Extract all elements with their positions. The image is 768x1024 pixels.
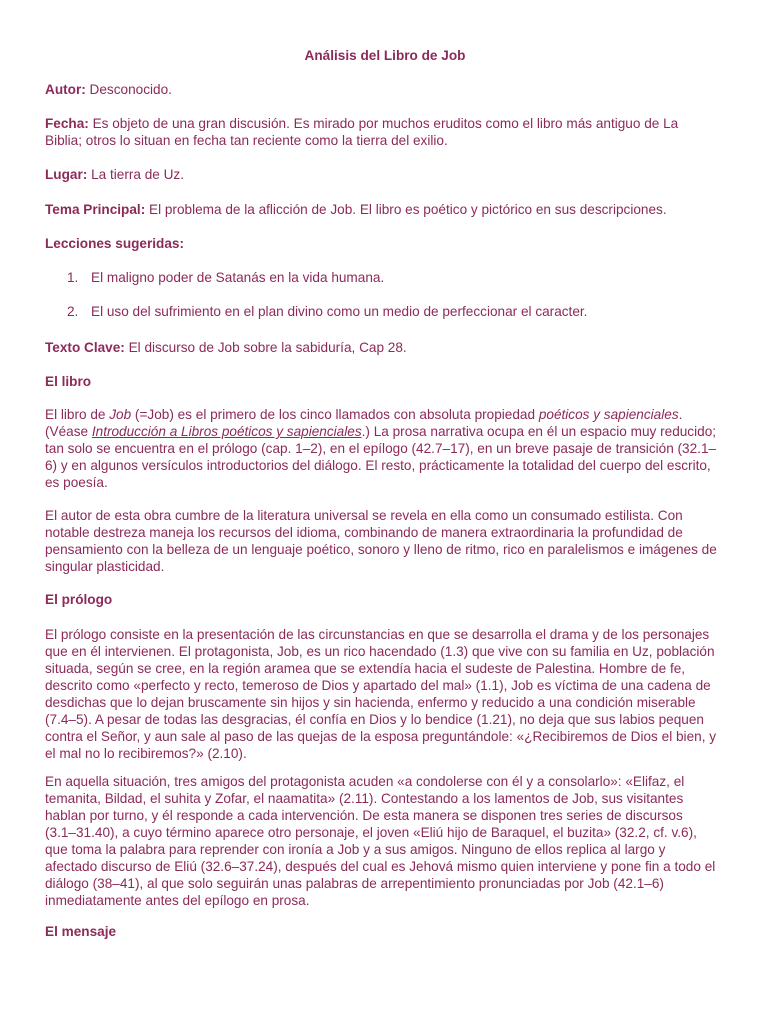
autor-line: [45, 81, 717, 98]
el-libro-paragraph-1: [45, 406, 717, 491]
text-run: (=Job) es el primero de los cinco llamados con absoluta propiedad: [131, 407, 539, 422]
fecha-label: Fecha:: [45, 116, 89, 131]
lugar-label: Lugar:: [45, 167, 88, 182]
texto-clave-line: [45, 339, 717, 356]
fecha-paragraph: [45, 115, 717, 149]
mensaje-heading: El mensaje: [45, 924, 117, 939]
emphasis-text: Job: [109, 407, 132, 422]
el-libro-heading: El libro: [45, 374, 92, 389]
lugar-value: La tierra de Uz.: [87, 167, 185, 182]
list-text: El uso del sufrimiento en el plan divino como un medio de perfeccionar el caracter.: [91, 304, 588, 319]
prologo-paragraph-2: En aquella situación, tres amigos del protagonista acuden «a condolerse con él y a consolarlo»: «Elifaz, el temanita, Bildad, el suhita y Zofar, el naamatita» (2.11). Contestando a los lamentos de Job, sus visitantes hablan por turno, y él responde a cada intervención. De esta manera se disponen tres series de discursos (3.1–31.40), a cuyo término aparece otro personaje, el joven «Eliú hijo de Baraquel, el buzita» (32.2, cf. v.6), que toma la palabra para reprender con ironía a Job y a sus amigos. Ninguno de ellos replica al largo y afectado discurso de Eliú (32.6–37.24), después del cual es Jehová mismo quien interviene y pone fin a todo el diálogo (38–41), al que solo seguirán unas palabras de arrepentimiento pronunciadas por Job (42.1–6) inmediatamente antes del epílogo en prosa.: [45, 774, 716, 908]
tema-label: Tema Principal:: [45, 202, 146, 217]
autor-value: Desconocido.: [85, 82, 172, 97]
lecciones-heading: Lecciones sugeridas:: [45, 236, 185, 251]
texto-clave-label: Texto Clave:: [45, 340, 125, 355]
list-number: 1.: [67, 270, 79, 285]
lugar-line: [45, 166, 717, 183]
tema-line: [45, 201, 717, 218]
list-text: El maligno poder de Satanás en la vida humana.: [91, 270, 385, 285]
prologo-heading: El prólogo: [45, 592, 113, 607]
list-item: [67, 269, 717, 286]
text-run: . (Véase: [45, 407, 683, 439]
intro-link[interactable]: Introducción a Libros poéticos y sapienciales: [91, 424, 362, 439]
text-run: El libro de: [45, 407, 110, 422]
document-title: Análisis del Libro de Job: [304, 48, 466, 63]
autor-label: Autor:: [45, 82, 86, 97]
text-run: .) La prosa narrativa ocupa en él un espacio muy reducido; tan solo se encuentra en el prólogo (cap. 1–2), en el epílogo (42.7–17), en un breve pasaje de transición (32.1–6) y en algunos versículos introductorios del diálogo. El resto, prácticamente la totalidad del cuerpo del escrito, es poesía.: [45, 424, 717, 490]
list-number: 2.: [67, 304, 79, 319]
emphasis-text: poéticos y sapienciales: [538, 407, 679, 422]
tema-value: El problema de la aflicción de Job. El libro es poético y pictórico en sus descripciones.: [145, 202, 667, 217]
fecha-value: Es objeto de una gran discusión. Es mirado por muchos eruditos como el libro más antiguo de La Biblia; otros lo situan en fecha tan reciente como la tierra del exilio.: [45, 116, 679, 148]
texto-clave-value: El discurso de Job sobre la sabiduría, Cap 28.: [124, 340, 407, 355]
list-item: [67, 303, 717, 320]
prologo-paragraph-1: El prólogo consiste en la presentación de las circunstancias en que se desarrolla el drama y de los personajes que en él intervienen. El protagonista, Job, es un rico hacendado (1.3) que vive con su familia en Uz, población situada, según se cree, en la región aramea que se extendía hacia el sudeste de Palestina. Hombre de fe, descrito como «perfecto y recto, temeroso de Dios y apartado del mal» (1.1), Job es víctima de una cadena de desdichas que lo dejan bruscamente sin hijos y sin hacienda, enfermo y reducido a una condición miserable (7.4–5). A pesar de todas las desgracias, él confía en Dios y lo bendice (1.21), no deja que sus labios pequen contra el Señor, y aun sale al paso de las quejas de la esposa preguntándole: «¿Recibiremos de Dios el bien, y el mal no lo recibiremos?» (2.10).: [45, 627, 717, 761]
el-libro-paragraph-2: El autor de esta obra cumbre de la literatura universal se revela en ella como un consumado estilista. Con notable destreza maneja los recursos del idioma, combinando de manera extraordinaria la profundidad de pensamiento con la belleza de un lenguaje poético, sonoro y lleno de ritmo, rico en paralelismos e imágenes de singular plasticidad.: [45, 508, 717, 574]
